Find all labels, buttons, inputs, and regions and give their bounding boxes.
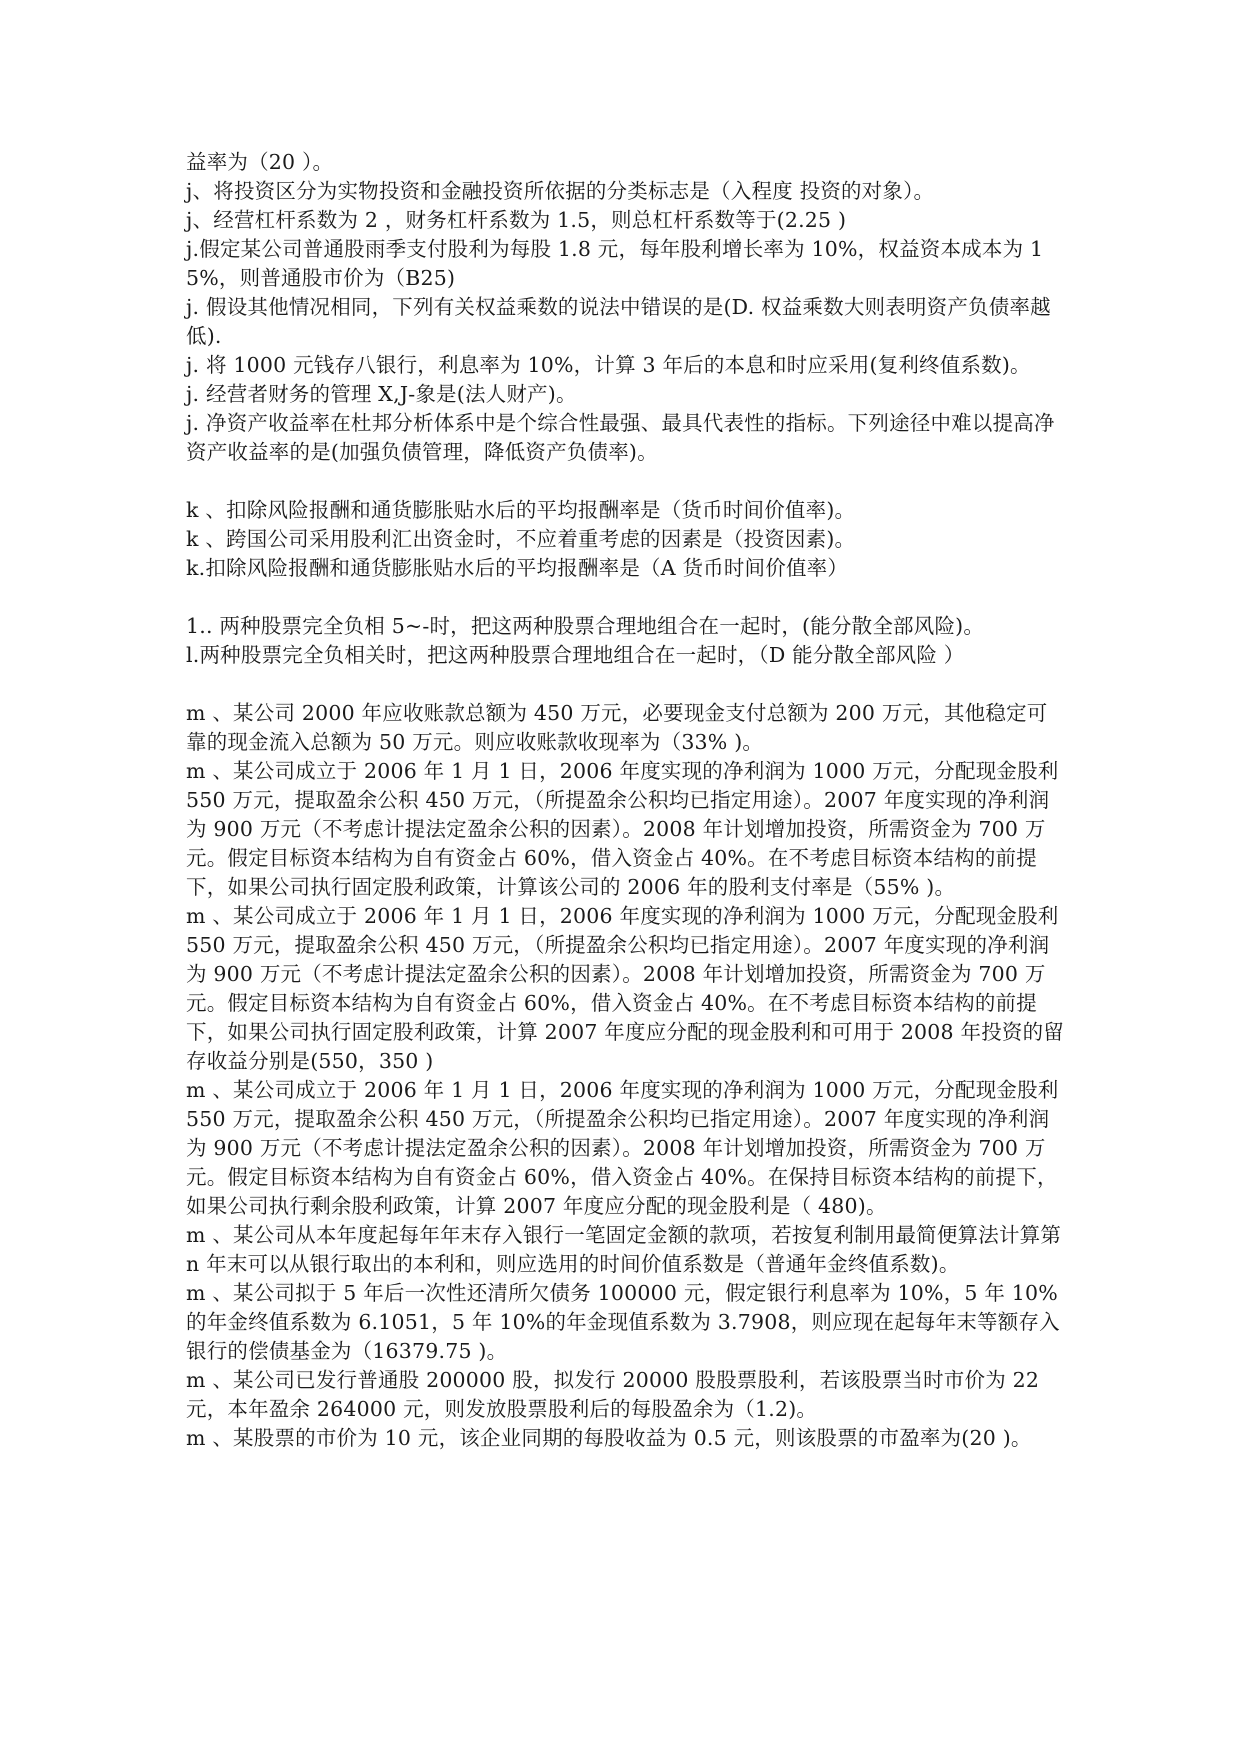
paragraph: m 、某公司从本年度起每年年末存入银行一笔固定金额的款项，若按复利制用最简便算法计算第 n 年末可以从银行取出的本利和，则应选用的时间价值系数是（普通年金终值系数)。 (186, 1223, 1068, 1276)
paragraph: m 、某公司成立于 2006 年 1 月 1 日，2006 年度实现的净利润为 1000 万元，分配现金股利 550 万元，提取盈余公积 450 万元，（所提盈余公积均已指定用途）。2007 年度实现的净利润为 900 万元（不考虑计提法定盈余公积的因素）。2008 年计划增加投资，所需资金为 700 万元。假定目标资本结构为自有资金占 60%，借入资金占 40%。在保持目标资本结构的前提下，如果公司执行剩余股利政策，计算 2007 年度应分配的现金股利是（ 480)。 (186, 1078, 1066, 1218)
paragraph: m 、某公司成立于 2006 年 1 月 1 日，2006 年度实现的净利润为 1000 万元，分配现金股利 550 万元，提取盈余公积 450 万元，（所提盈余公积均已指定用途）。2007 年度实现的净利润为 900 万元（不考虑计提法定盈余公积的因素）。2008 年计划增加投资，所需资金为 700 万元。假定目标资本结构为自有资金占 60%，借入资金占 40%。在不考虑目标资本结构的前提下，如果公司执行固定股利政策，计算该公司的 2006 年的股利支付率是（55% )。 (186, 759, 1066, 899)
paragraph: j、将投资区分为实物投资和金融投资所依据的分类标志是（入程度 投资的对象）。 (186, 179, 935, 203)
paragraph: m 、某公司拟于 5 年后一次性还清所欠债务 100000 元，假定银行利息率为 10%，5 年 10%的年金终值系数为 6.1051，5 年 10%的年金现值系数为 3.7908，则应现在起每年末等额存入银行的偿债基金为（16379.75 )。 (186, 1281, 1060, 1363)
paragraph: j、经营杠杆系数为 2 ，财务杠杆系数为 1.5，则总杠杆系数等于(2.25 ) (186, 208, 847, 232)
paragraph: l.两种股票完全负相关时，把这两种股票合理地组合在一起时，（D 能分散全部风险 ） (186, 643, 965, 667)
section-divider (186, 467, 1066, 496)
paragraph: k 、跨国公司采用股利汇出资金时，不应着重考虑的因素是（投资因素)。 (186, 527, 856, 551)
paragraph: j. 经营者财务的管理 X,J-象是(法人财产)。 (186, 382, 577, 406)
section-j (186, 148, 1066, 467)
section-divider (186, 583, 1066, 612)
section-l (186, 612, 1066, 670)
paragraph: m 、某股票的市价为 10 元，该企业同期的每股收益为 0.5 元，则该股票的市盈率为(20 )。 (186, 1426, 1032, 1450)
paragraph: j. 将 1000 元钱存八银行，利息率为 10%，计算 3 年后的本息和时应采用(复利终值系数)。 (186, 353, 1031, 377)
paragraph: j.假定某公司普通股雨季支付股利为每股 1.8 元，每年股利增长率为 10%，权益资本成本为 15%，则普通股市价为（B25) (186, 237, 1044, 290)
section-m (186, 699, 1066, 1453)
section-k (186, 496, 1066, 583)
paragraph: 益率为（20 ）。 (186, 150, 334, 174)
paragraph: j. 净资产收益率在杜邦分析体系中是个综合性最强、最具代表性的指标。下列途径中难以提高净资产收益率的是(加强负债管理，降低资产负债率)。 (186, 411, 1055, 464)
paragraph: 1.. 两种股票完全负相 5~-时，把这两种股票合理地组合在一起时，(能分散全部风险)。 (186, 614, 985, 638)
document-body (186, 148, 1066, 1453)
paragraph: m 、某公司已发行普通股 200000 股，拟发行 20000 股股票股利，若该股票当时市价为 22 元，本年盈余 264000 元，则发放股票股利后的每股盈余为（1.2)。 (186, 1368, 1046, 1421)
paragraph: k 、扣除风险报酬和通货膨胀贴水后的平均报酬率是（货币时间价值率)。 (186, 498, 856, 522)
paragraph: k.扣除风险报酬和通货膨胀贴水后的平均报酬率是（A 货币时间价值率） (186, 556, 849, 580)
paragraph: j. 假设其他情况相同，下列有关权益乘数的说法中错误的是(D. 权益乘数大则表明资产负债率越低). (186, 295, 1051, 348)
paragraph: m 、某公司成立于 2006 年 1 月 1 日，2006 年度实现的净利润为 1000 万元，分配现金股利 550 万元，提取盈余公积 450 万元，（所提盈余公积均已指定用途）。2007 年度实现的净利润为 900 万元（不考虑计提法定盈余公积的因素）。2008 年计划增加投资，所需资金为 700 万元。假定目标资本结构为自有资金占 60%，借入资金占 40%。在不考虑目标资本结构的前提下，如果公司执行固定股利政策，计算 2007 年度应分配的现金股利和可用于 2008 年投资的留存收益分别是(550，350 ) (186, 904, 1066, 1073)
section-divider (186, 670, 1066, 699)
paragraph: m 、某公司 2000 年应收账款总额为 450 万元，必要现金支付总额为 200 万元，其他稳定可靠的现金流入总额为 50 万元。则应收账款收现率为（33% )。 (186, 701, 1048, 754)
